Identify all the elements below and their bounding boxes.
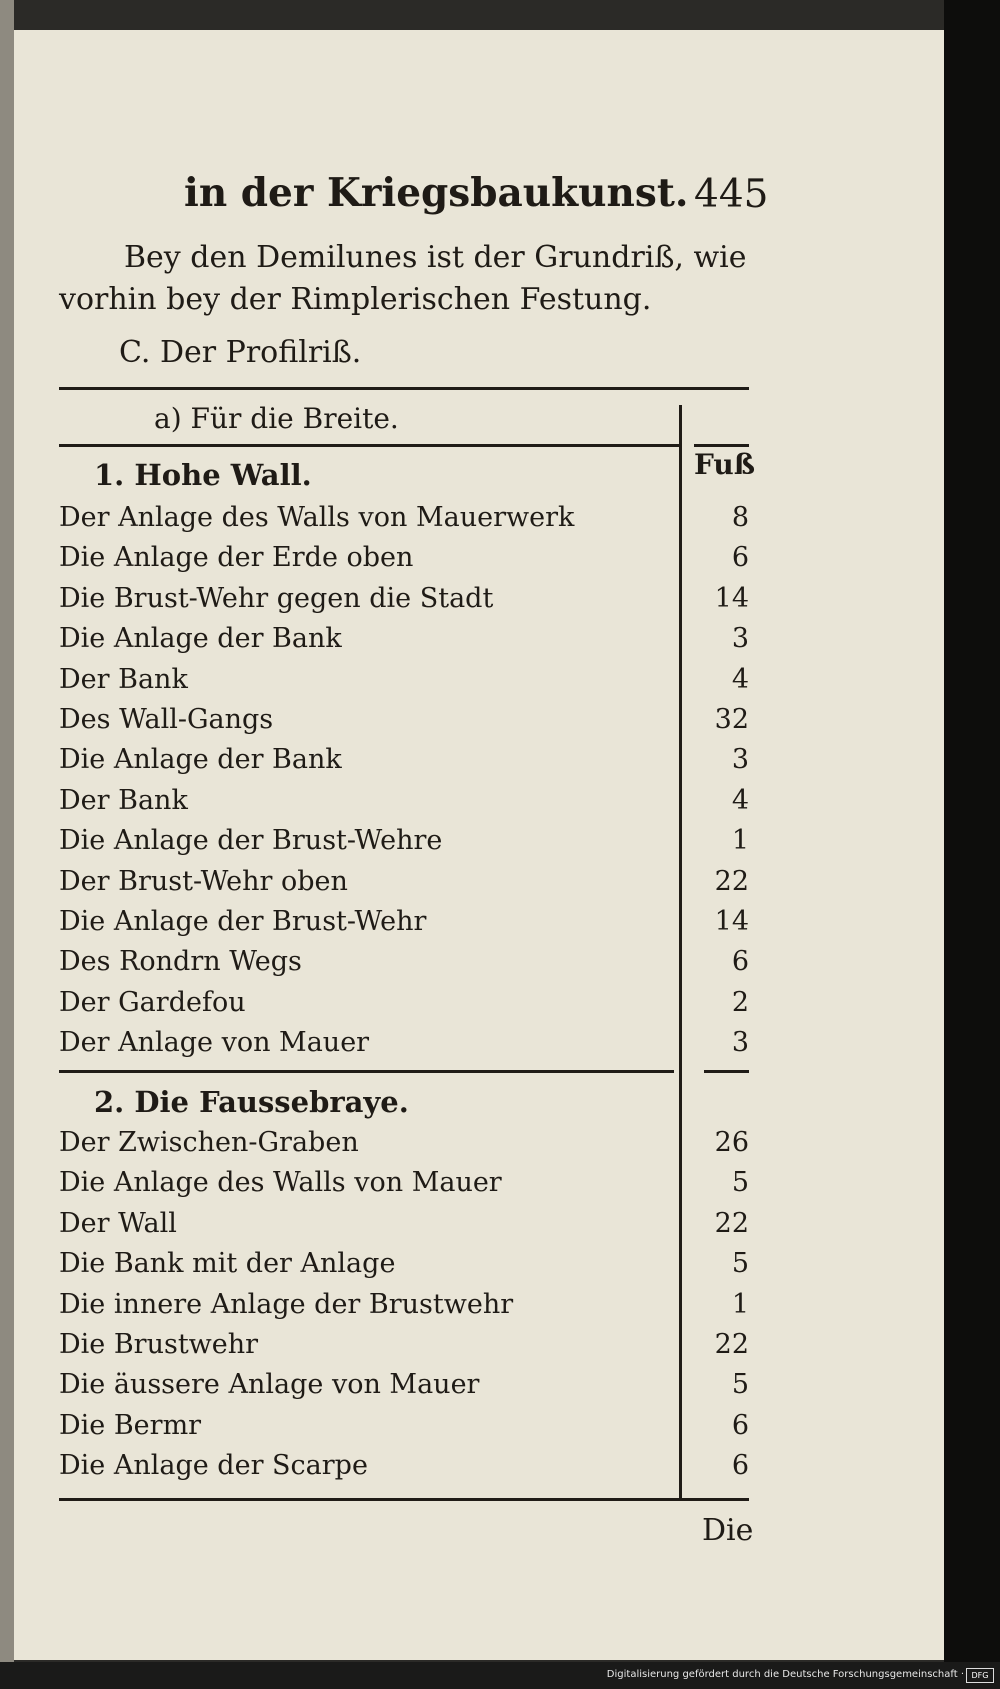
book-page (14, 30, 944, 1660)
table-row-value: 4 (731, 663, 749, 695)
table-row-label: Die Bank mit der Anlage (59, 1248, 396, 1280)
table-row-value: 8 (731, 502, 749, 533)
table-row-label: Die Anlage der Brust-Wehre (59, 825, 443, 857)
catchword: Die (702, 1513, 754, 1548)
table-row-label: Die Brustwehr (59, 1329, 259, 1360)
intro-line-1: Bey den Demilunes ist der Grundriß, wie (124, 240, 747, 275)
table-row-value: 6 (731, 542, 749, 574)
table-row-value: 6 (731, 946, 749, 978)
table-row-label: Die Bermr (59, 1409, 202, 1441)
table-row-label: Der Bank (59, 784, 188, 816)
table-row-label: Der Wall (59, 1207, 177, 1239)
table-row-value: 6 (731, 1450, 749, 1482)
table-row-label: Der Brust-Wehr oben (59, 865, 348, 897)
table-row-label: Der Anlage des Walls von Mauerwerk (59, 502, 575, 533)
section-heading: C. Der Profilriß. (119, 335, 362, 370)
table-row-value: 5 (731, 1369, 749, 1401)
funding-credit: Digitalisierung gefördert durch die Deutsche Forschungsgemeinschaft · (606, 1669, 964, 1680)
book-binding-edge (944, 0, 1000, 1689)
page-number: 445 (694, 172, 769, 217)
table-row-label: Der Zwischen-Graben (59, 1127, 359, 1158)
unit-rule (694, 444, 749, 447)
scan-left-edge (0, 0, 14, 1689)
table-row-label: Die Brust-Wehr gegen die Stadt (59, 582, 494, 614)
group-heading-faussebraye: 2. Die Faussebraye. (94, 1085, 409, 1119)
group-heading-hohe-wall: 1. Hohe Wall. (94, 458, 312, 492)
table-row-value: 6 (731, 1409, 749, 1441)
table-row-label: Die innere Anlage der Brustwehr (59, 1288, 514, 1320)
table-row-value: 3 (731, 623, 749, 655)
table-row-label: Die äussere Anlage von Mauer (59, 1369, 480, 1401)
table-row-value: 14 (714, 582, 749, 614)
table-bottom-rule (59, 1498, 749, 1501)
table-row-value: 22 (714, 865, 749, 897)
table-row-label: Die Anlage des Walls von Mauer (59, 1167, 502, 1199)
table-row-value: 5 (731, 1248, 749, 1280)
unit-label: Fuß (694, 448, 756, 481)
table-row-label: Der Bank (59, 663, 188, 695)
table-row-label: Des Wall-Gangs (59, 704, 274, 735)
table-row-value: 1 (731, 825, 749, 857)
table-row-value: 2 (731, 986, 749, 1018)
table-row-label: Die Anlage der Erde oben (59, 542, 414, 574)
table-top-rule (59, 387, 749, 390)
table-row-label: Der Anlage von Mauer (59, 1027, 370, 1059)
table-row-value: 4 (731, 784, 749, 816)
table-row-value: 3 (731, 744, 749, 776)
table-row-value: 26 (714, 1127, 749, 1158)
table-row-value: 14 (714, 906, 749, 937)
table-row-value: 22 (714, 1207, 749, 1239)
table-row-label: Des Rondrn Wegs (59, 946, 302, 978)
subheading-rule (59, 444, 679, 447)
table-row-value: 3 (731, 1027, 749, 1059)
running-title: in der Kriegsbaukunst. (184, 170, 689, 216)
dfg-logo: DFG (966, 1668, 994, 1683)
table-row-label: Die Anlage der Scarpe (59, 1450, 368, 1482)
table-row-value: 32 (714, 704, 749, 735)
table-subheading: a) Für die Breite. (154, 402, 399, 435)
table-row-label: Der Gardefou (59, 986, 246, 1018)
table-row-label: Die Anlage der Brust-Wehr (59, 906, 427, 937)
table-row-value: 5 (731, 1167, 749, 1199)
value-sum-rule (704, 1070, 749, 1073)
table-row-value: 22 (714, 1329, 749, 1360)
table-row-value: 1 (731, 1288, 749, 1320)
intro-line-2: vorhin bey der Rimplerischen Festung. (59, 282, 652, 317)
table-row-label: Die Anlage der Bank (59, 744, 342, 776)
table-row-label: Die Anlage der Bank (59, 623, 342, 655)
group-separator-rule (59, 1070, 674, 1073)
